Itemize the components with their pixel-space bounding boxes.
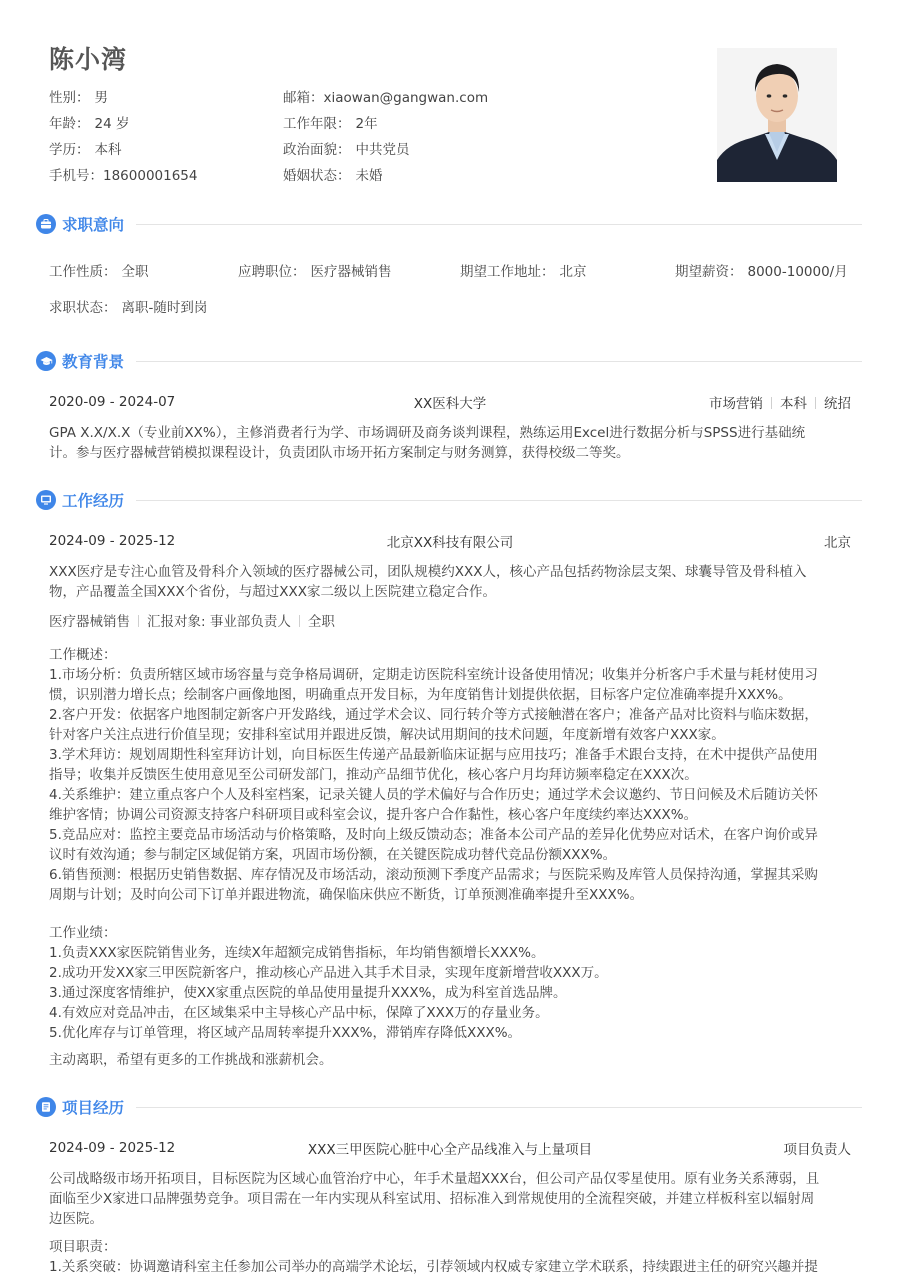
text-line: GPA X.X/X.X（专业前XX%），主修消费者行为学、市场调研及商务谈判课程，熟练运用Excel进行数据分析与SPSS进行基础统 [49, 425, 806, 441]
education-description [49, 423, 854, 463]
education-period: 2020-09 - 2024-07 [49, 394, 176, 410]
position-info [238, 260, 392, 280]
education-info [49, 138, 122, 158]
text-line: 边医院。 [49, 1211, 103, 1227]
text-line: 1.关系突破：协调邀请科室主任参加公司举办的高端学术论坛，引荐领域内权威专家建立学术联系，持续跟进主任的研究兴趣并提 [49, 1259, 818, 1275]
work-results [49, 923, 854, 1043]
political-value: 中共党员 [355, 142, 410, 158]
position-value: 医疗器械销售 [310, 264, 392, 280]
text-line: 4.关系维护：建立重点客户个人及科室档案，记录关键人员的学术偏好与合作历史；通过学术会议邀约、节日问候及术后随访关怀 [49, 787, 818, 803]
education-major: 市场营销 [709, 396, 763, 412]
gender-info [49, 86, 108, 106]
years-label: 工作年限： [283, 116, 351, 132]
years-value: 2年 [355, 116, 378, 132]
education-label: 学历： [49, 142, 90, 158]
text-line: 5.优化库存与订单管理，将区域产品周转率提升XXX%，滞销库存降低XXX%。 [49, 1025, 522, 1041]
avatar-portrait [717, 48, 837, 182]
gender-label: 性别： [49, 90, 90, 106]
text-line: 计。参与医疗器械营销模拟课程设计，负责团队市场开拓方案制定与财务测算，获得校级二等奖。 [49, 445, 630, 461]
text-line: 维护客情；协调公司资源支持客户科研项目或科室会议，提升客户合作黏性，核心客户年度续约率达XXX%。 [49, 807, 698, 823]
age-value: 24 岁 [94, 116, 130, 132]
project-duties [49, 1237, 854, 1277]
work-period: 2024-09 - 2025-12 [49, 533, 176, 549]
job-status-label: 求职状态： [49, 300, 117, 316]
text-line: 4.有效应对竞品冲击，在区域集采中主导核心产品中标，保障了XXX万的存量业务。 [49, 1005, 549, 1021]
results-title: 工作业绩： [49, 925, 117, 941]
section-work-title: 工作经历 [62, 492, 125, 510]
location-value: 北京 [559, 264, 587, 280]
work-company: 北京XX科技有限公司 [386, 535, 514, 551]
position-label: 应聘职位： [238, 264, 306, 280]
section-intent-title: 求职意向 [62, 216, 125, 234]
job-type-label: 工作性质： [49, 264, 117, 280]
political-label: 政治面貌： [283, 142, 351, 158]
text-line: 惯，识别潜力增长点；绘制客户画像地图，明确重点开发目标，为年度销售计划提供依据，目标客户定位准确率提升XXX%。 [49, 687, 792, 703]
work-overview [49, 645, 854, 905]
document-icon [36, 1097, 56, 1117]
text-line: 公司战略级市场开拓项目，目标医院为区域心血管治疗中心，年手术量超XXX台，但公司产品仅零星使用。原有业务关系薄弱，且 [49, 1171, 820, 1187]
education-meta [591, 392, 851, 412]
work-kind: 全职 [307, 614, 335, 630]
job-status-info [49, 296, 207, 316]
text-line: 周期与计划；及时向公司下订单并跟进物流，确保临床供应不断货，订单预测准确率提升至XXX%。 [49, 887, 644, 903]
political-info [283, 138, 410, 158]
text-line: 6.销售预测：根据历史销售数据、库存情况及市场活动，滚动预测下季度产品需求；与医院采购及库管人员保持沟通，掌握其采购 [49, 867, 818, 883]
work-company-intro [49, 562, 854, 602]
separator [815, 397, 816, 409]
text-line: 2.成功开发XX家三甲医院新客户，推动核心产品进入其手术目录，实现年度新增营收XXX万。 [49, 965, 608, 981]
briefcase-icon [36, 214, 56, 234]
marital-info [283, 164, 383, 184]
section-education-title: 教育背景 [62, 353, 125, 371]
education-mode: 统招 [824, 396, 851, 412]
separator [299, 615, 300, 627]
education-degree: 本科 [780, 396, 807, 412]
phone-label: 手机号： [49, 168, 103, 184]
section-project-header [36, 1095, 862, 1119]
text-line: 2.客户开发：依据客户地图制定新客户开发路线，通过学术会议、同行转介等方式接触潜在客户；准备产品对比资料与临床数据， [49, 707, 818, 723]
work-row [49, 531, 851, 551]
section-project-title: 项目经历 [62, 1099, 125, 1117]
location-label: 期望工作地址： [460, 264, 555, 280]
section-work-header [36, 488, 862, 512]
project-role: 项目负责人 [783, 1142, 851, 1158]
salary-info [675, 260, 848, 280]
age-label: 年龄： [49, 116, 90, 132]
marital-value: 未婚 [355, 168, 383, 184]
text-line: 物，产品覆盖全国XXX个省份，与超过XXX家二级以上医院建立稳定合作。 [49, 584, 496, 600]
text-line: 1.市场分析：负责所辖区域市场容量与竞争格局调研，定期走访医院科室统计设备使用情况；收集并分析客户手术量与耗材使用习 [49, 667, 818, 683]
education-value: 本科 [94, 142, 122, 158]
email-info [283, 86, 488, 106]
text-line: 针对客户关注点进行价值呈现；安排科室试用并跟进反馈，解决试用期间的技术问题，年度新增有效客户XXX家。 [49, 727, 725, 743]
separator [771, 397, 772, 409]
phone-info [49, 164, 197, 184]
education-school: XX医科大学 [413, 396, 487, 412]
email-label: 邮箱： [283, 90, 324, 106]
text-line: 面临至少X家进口品牌强势竞争。项目需在一年内实现从科室试用、招标准入到常规使用的全流程突破，并建立样板科室以辐射周 [49, 1191, 815, 1207]
section-divider [136, 361, 862, 362]
location-info [460, 260, 587, 280]
separator [138, 615, 139, 627]
salary-value: 8000-10000/月 [747, 264, 848, 280]
profile-photo [717, 48, 837, 182]
marital-label: 婚姻状态： [283, 168, 351, 184]
salary-label: 期望薪资： [675, 264, 743, 280]
job-type-info [49, 260, 149, 280]
project-description [49, 1169, 854, 1229]
age-info [49, 112, 129, 132]
text-line: 指导；收集并反馈医生使用意见至公司研发部门，推动产品细节优化，核心客户月均拜访频率稳定在XXX次。 [49, 767, 698, 783]
candidate-name: 陈小湾 [49, 45, 128, 74]
text-line: 1.负责XXX家医院销售业务，连续X年超额完成销售指标，年均销售额增长XXX%。 [49, 945, 545, 961]
text-line: 5.竞品应对：监控主要竞品市场活动与价格策略，及时向上级反馈动态；准备本公司产品的差异化优势应对话术，在客户询价或异 [49, 827, 818, 843]
graduation-cap-icon [36, 351, 56, 371]
phone-value: 18600001654 [103, 168, 198, 184]
job-status-value: 离职-随时到岗 [121, 300, 208, 316]
duty-title: 项目职责： [49, 1239, 117, 1255]
section-divider [136, 500, 862, 501]
section-intent-header [36, 212, 862, 236]
text-line: 3.学术拜访：规划周期性科室拜访计划，向目标医生传递产品最新临床证据与应用技巧；准备手术跟台支持，在术中提供产品使用 [49, 747, 818, 763]
text-line: XXX医疗是专注心血管及骨科介入领域的医疗器械公司，团队规模约XXX人，核心产品包括药物涂层支架、球囊导管及骨科植入 [49, 564, 807, 580]
section-divider [136, 224, 862, 225]
text-line: 3.通过深度客情维护，使XX家重点医院的单品使用量提升XXX%，成为科室首选品牌。 [49, 985, 567, 1001]
job-type-value: 全职 [121, 264, 149, 280]
project-period: 2024-09 - 2025-12 [49, 1140, 176, 1156]
text-line: 议时有效沟通；参与制定区域促销方案，巩固市场份额，在关键医院成功替代竞品份额XXX%。 [49, 847, 617, 863]
monitor-icon [36, 490, 56, 510]
section-divider [136, 1107, 862, 1108]
project-name: XXX三甲医院心脏中心全产品线准入与上量项目 [307, 1142, 593, 1158]
email-value: xiaowan@gangwan.com [323, 90, 489, 106]
years-info [283, 112, 378, 132]
section-education-header [36, 349, 862, 373]
work-tags [49, 610, 335, 630]
work-leave-reason: 主动离职，希望有更多的工作挑战和涨薪机会。 [49, 1052, 333, 1068]
work-report: 汇报对象: 事业部负责人 [147, 614, 291, 630]
education-row [49, 392, 851, 412]
work-city: 北京 [824, 535, 851, 551]
gender-value: 男 [94, 90, 108, 106]
overview-title: 工作概述： [49, 647, 117, 663]
work-role: 医疗器械销售 [49, 614, 130, 630]
project-row [49, 1138, 851, 1158]
